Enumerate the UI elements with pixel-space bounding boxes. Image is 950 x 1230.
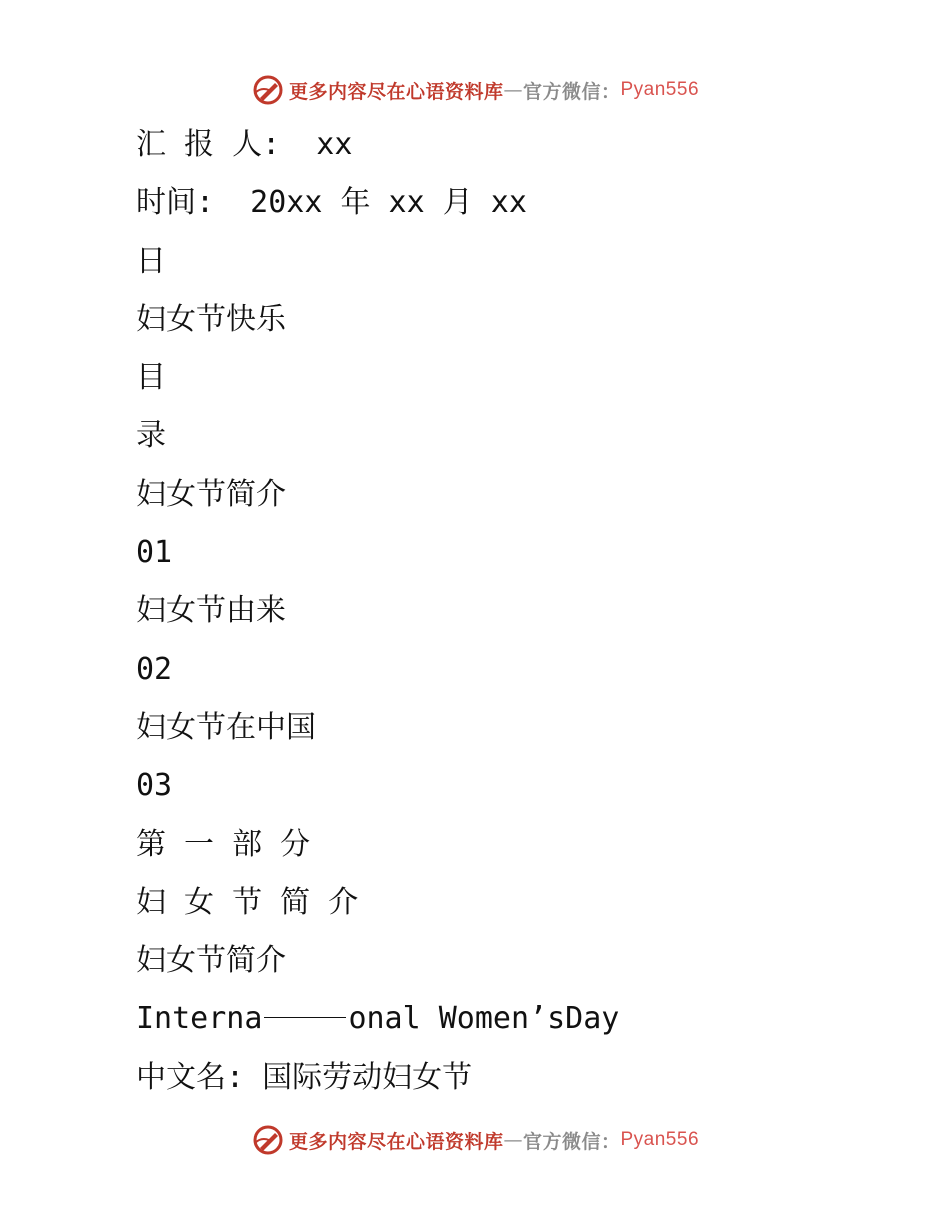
reporter-line: 汇 报 人: xx	[136, 127, 353, 162]
toc-number-1: 01	[136, 535, 173, 571]
part-heading: 第 一 部 分	[136, 826, 311, 862]
english-name-line	[136, 990, 896, 1048]
english-name-end: onal Women’sDay	[348, 1001, 620, 1037]
banner-dash: —	[503, 79, 523, 101]
banner-text: 更多内容尽在心语资料库	[288, 1130, 504, 1153]
toc-heading-2: 录	[136, 418, 166, 454]
pen-logo-icon	[251, 73, 285, 107]
banner-label: 官方微信：	[522, 1130, 621, 1153]
day-line: 日	[136, 243, 166, 279]
document-body	[136, 116, 896, 1107]
english-name-start: Interna	[136, 1001, 263, 1037]
banner-wechat-id: Pyan556	[620, 79, 700, 100]
banner-wechat-id: Pyan556	[620, 1129, 700, 1150]
header-watermark	[0, 70, 950, 110]
time-line: 时间: 20xx 年 xx 月 xx	[136, 185, 527, 221]
section-subheading: 妇女节简介	[136, 943, 286, 979]
banner-label: 官方微信：	[522, 80, 621, 103]
toc-number-2: 02	[136, 651, 173, 687]
section-heading: 妇 女 节 简 介	[136, 884, 359, 920]
toc-item-3: 妇女节在中国	[136, 709, 316, 745]
toc-heading-1: 目	[136, 360, 166, 396]
chinese-name-line: 中文名: 国际劳动妇女节	[136, 1059, 473, 1095]
toc-item-2: 妇女节由来	[136, 593, 286, 629]
banner-dash: —	[503, 1129, 523, 1151]
banner-text: 更多内容尽在心语资料库	[288, 80, 504, 103]
document-title: 妇女节快乐	[136, 301, 286, 337]
toc-number-3: 03	[136, 768, 173, 804]
english-name-dash	[264, 1017, 346, 1018]
footer-watermark	[0, 1120, 950, 1160]
pen-logo-icon	[251, 1123, 285, 1157]
toc-item-1: 妇女节简介	[136, 476, 286, 512]
